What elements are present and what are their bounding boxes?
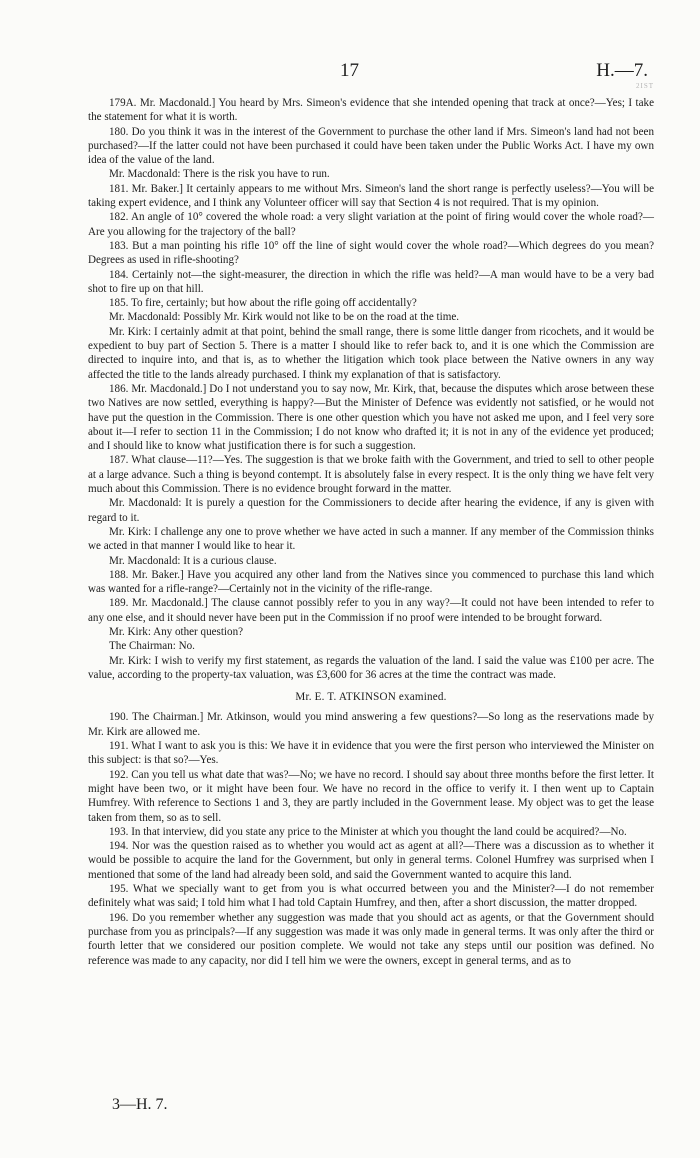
paragraph-188: 188. Mr. Baker.] Have you acquired any other land from the Natives since you commenced to purchase this land which was wanted for a rifle-range?—Certainly not in the vicinity of the rifle-range.: [88, 568, 654, 596]
page-number: 17: [340, 60, 359, 81]
paragraph-macdonald-clause: Mr. Macdonald: It is a curious clause.: [109, 554, 277, 567]
section-heading: Mr. E. T. ATKINSON examined.: [295, 691, 447, 704]
paragraph-181: 181. Mr. Baker.] It certainly appears to me without Mrs. Simeon's land the short range is perfectly useless?—You will be taking expert evidence, and I think any Volunteer officer will say that Section 4 is not required. That is my opinion.: [88, 182, 654, 210]
paragraph-kirk-challenge: Mr. Kirk: I challenge any one to prove whether we have acted in such a manner. If any member of the Commission thinks we acted in that manner I would like to hear it.: [88, 525, 654, 553]
paragraph-kirk-valuation: Mr. Kirk: I wish to verify my first statement, as regards the valuation of the land. I said the value was £100 per acre. The value, according to the property-tax valuation, was £3,600 for 36 acres at the time the contract was made.: [88, 654, 654, 681]
paragraph-186: 186. Mr. Macdonald.] Do I not understand you to say now, Mr. Kirk, that, because the disputes which arose between these two Natives are now settled, everything is happy?—But the Minister of Defence was evidently not satisfied, or he would not have put the question in the Commission. There is one other question which you have not asked me upon, and I feel very sore about it—I refer to section 11 in the Commission; I do not know who drafted it; it is not in any of the evidence yet produced; and I should like to know what justification there is for such a suggestion.: [88, 382, 654, 453]
paragraph-194: 194. Nor was the question raised as to whether you would act as agent at all?—There was a discussion as to whether it would be possible to acquire the land for the Government, but only in general terms. Colonel Humfrey was surprised when I mentioned that some of the land had already been sold, and said the Government wanted to acquire this land.: [88, 840, 654, 881]
paragraph-183: 183. But a man pointing his rifle 10° off the line of sight would cover the whole road?—Which degrees do you mean? Degrees as used in rifle-shooting?: [88, 239, 654, 267]
paragraph-macdonald-road: Mr. Macdonald: Possibly Mr. Kirk would not like to be on the road at the time.: [109, 311, 460, 324]
paragraph-kirk-ricochets: Mr. Kirk: I certainly admit at that point, behind the small range, there is some little danger from ricochets, and it would be expedient to buy part of Section 5. There is a matter I should like to refer back to, and it is one which the Commission are directed to inquire into, and that is, as to whether the litigation which took place between the Native owners in any way affected the title to the lands already purchased. I think my explanation of that is satisfactory.: [88, 325, 654, 381]
paragraph-185: 185. To fire, certainly; but how about the rifle going off accidentally?: [109, 297, 417, 310]
paragraph-195: 195. What we specially want to get from you is what occurred between you and the Minister?—I do not remember definitely what was said; I told him what I had told Captain Humfrey, and then, after a short discussion, the matter dropped.: [88, 883, 654, 910]
paragraph-180: 180. Do you think it was in the interest of the Government to purchase the other land if Mrs. Simeon's land had not been purchased?—If the latter could not have been purchased it could have been taken under the Public Works Act. I have my own idea of the value of the land.: [88, 125, 654, 167]
paragraph-182: 182. An angle of 10° covered the whole road: a very slight variation at the point of firing would cover the whole road?—Are you allowing for the trajectory of the ball?: [88, 211, 654, 238]
paragraph-189: 189. Mr. Macdonald.] The clause cannot possibly refer to you in any way?—It could not have been intended to refer to any one else, and it should never have been put in the Commission if no proof were intended to be brought forward.: [88, 597, 654, 624]
body-text: [88, 96, 654, 968]
catalogue-mark: 2IST: [636, 82, 654, 90]
paragraph-179a: 179A. Mr. Macdonald.] You heard by Mrs. Simeon's evidence that she intended opening that track at once?—Yes; I take the statement for what it is worth.: [88, 97, 654, 124]
paragraph-196: 196. Do you remember whether any suggestion was made that you should act as agents, or that the Government should purchase from you as principals?—If any suggestion was made it was only made in general terms. It was only after the third or fourth letter that we considered our position complete. We would not take any steps until our position was defined. No reference was made to any capacity, nor did I tell him we were the owners, except in general terms, and as to: [88, 911, 654, 967]
paragraph-191: 191. What I want to ask you is this: We have it in evidence that you were the first person who interviewed the Minister on this subject: is that so?—Yes.: [88, 740, 654, 767]
paragraph-192: 192. Can you tell us what date that was?—No; we have no record. I should say about three months before the first letter. It might have been two, or it might have been four. We have no record in the office to verify it. I then went up to Captain Humfrey. With reference to Sections 1 and 3, they are partly included in the Government lease. My object was to get the lease taken from them, so as to sell.: [88, 768, 654, 824]
paragraph-187: 187. What clause—11?—Yes. The suggestion is that we broke faith with the Government, and tried to sell to other people at a large advance. Such a thing is beyond contempt. It is absolutely false in every respect. It is the only thing we have felt very much about this Commission. There is no evidence brought forward in the matter.: [88, 454, 654, 496]
paragraph-193: 193. In that interview, did you state any price to the Minister at which you thought the land could be acquired?—No.: [109, 825, 627, 838]
document-reference: H.—7.: [596, 60, 648, 81]
paragraph-macdonald-remark: Mr. Macdonald: There is the risk you have to run.: [109, 168, 330, 181]
paragraph-kirk-other-question: Mr. Kirk: Any other question?: [109, 625, 244, 638]
paragraph-190: 190. The Chairman.] Mr. Atkinson, would you mind answering a few questions?—So long as the reservations made by Mr. Kirk are allowed me.: [88, 711, 654, 738]
paragraph-macdonald-question: Mr. Macdonald: It is purely a question for the Commissioners to decide after hearing the evidence, if any is given with regard to it.: [88, 497, 654, 524]
signature-mark: 3—H. 7.: [112, 1096, 168, 1113]
paragraph-chairman-no: The Chairman: No.: [109, 640, 195, 653]
paragraph-184: 184. Certainly not—the sight-measurer, the direction in which the rifle was held?—A man would have to be a very bad shot to fire up on that hill.: [88, 268, 654, 295]
